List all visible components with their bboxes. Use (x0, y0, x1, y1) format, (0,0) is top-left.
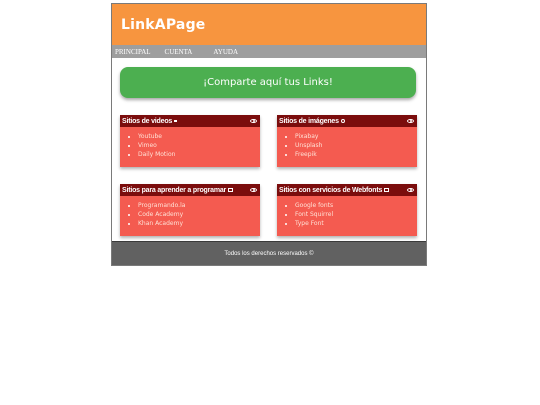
nav-item-cuenta[interactable]: CUENTA (164, 47, 193, 56)
eye-icon[interactable] (407, 119, 414, 123)
monitor-icon (228, 188, 233, 192)
list-item[interactable]: • Unsplash (295, 141, 417, 150)
eye-icon[interactable] (250, 119, 257, 123)
list-item[interactable]: • Freepik (295, 150, 417, 159)
card-imagenes (277, 115, 417, 167)
list-item[interactable]: • Khan Academy (138, 219, 260, 228)
card-title: Sitios de videos (122, 118, 177, 125)
site-logo[interactable]: LinkAPage (121, 16, 206, 33)
list-item[interactable]: • Code Academy (138, 210, 260, 219)
font-icon (384, 188, 389, 192)
card-webfonts (277, 184, 417, 236)
list-item[interactable]: • Vimeo (138, 141, 260, 150)
card-videos (120, 115, 260, 167)
card-title: Sitios para aprender a programar (122, 187, 233, 194)
nav-bar (112, 45, 426, 58)
eye-icon[interactable] (407, 188, 414, 192)
list-item[interactable]: • Pixabay (295, 132, 417, 141)
footer: Todos los derechos reservados © (112, 241, 426, 265)
share-banner[interactable]: ¡Comparte aquí tus Links! (120, 67, 416, 98)
card-header (277, 115, 417, 127)
list-item[interactable]: • Programando.la (138, 201, 260, 210)
header (112, 4, 426, 45)
nav-item-principal[interactable]: PRINCIPAL (115, 47, 151, 56)
list-item[interactable]: • Google fonts (295, 201, 417, 210)
card-title: Sitios de imágenes (279, 118, 345, 125)
link-list (120, 201, 260, 228)
link-list (277, 201, 417, 228)
card-header (277, 184, 417, 196)
nav-item-ayuda[interactable]: AYUDA (213, 47, 238, 56)
list-item[interactable]: • Type Font (295, 219, 417, 228)
card-header (120, 184, 260, 196)
list-item[interactable]: • Daily Motion (138, 150, 260, 159)
camera-icon (341, 119, 345, 123)
page-container (111, 3, 427, 266)
card-programar (120, 184, 260, 236)
link-list (120, 132, 260, 159)
eye-icon[interactable] (250, 188, 257, 192)
card-header (120, 115, 260, 127)
list-item[interactable]: • Youtube (138, 132, 260, 141)
card-title: Sitios con servicios de Webfonts (279, 187, 389, 194)
video-icon (174, 120, 177, 122)
list-item[interactable]: • Font Squirrel (295, 210, 417, 219)
link-list (277, 132, 417, 159)
